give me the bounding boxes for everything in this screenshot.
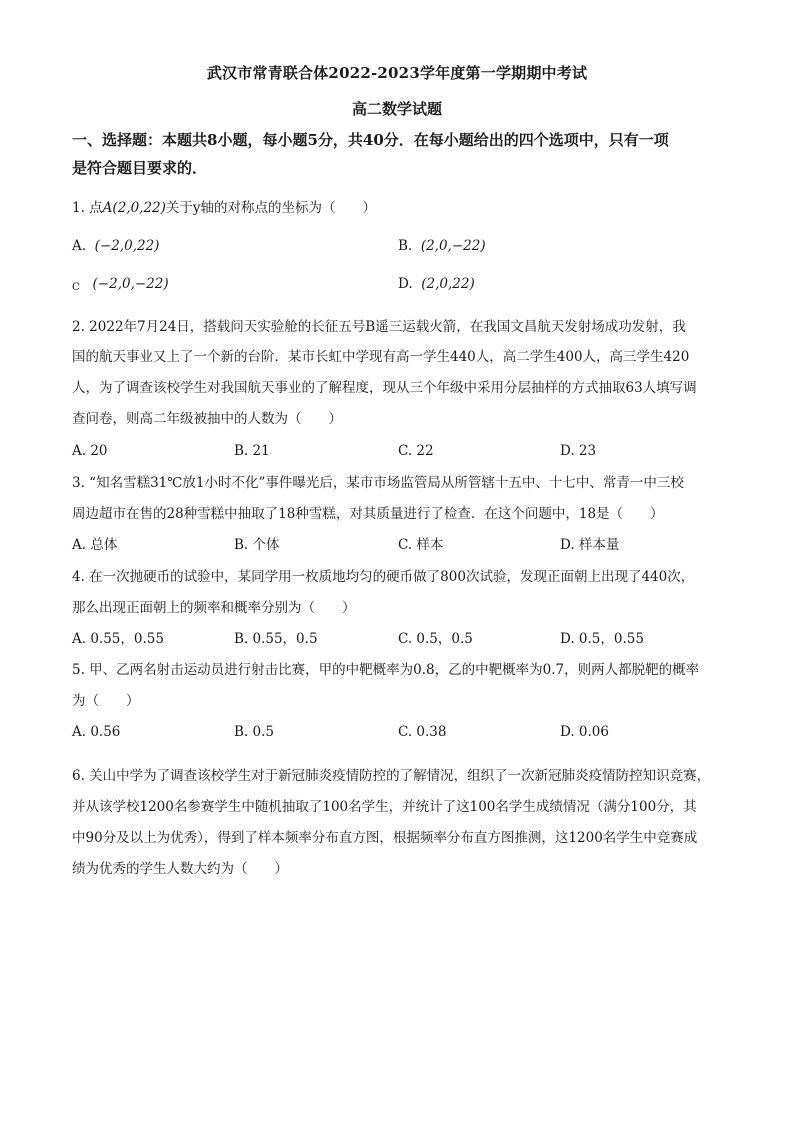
exam-subtitle: 高二数学试题 bbox=[351, 100, 442, 118]
question-2-line1: 2. 2022年7月24日，搭载问天实验舱的长征五号B遥三运载火箭，在我国文昌航天发射场成功发射，我 bbox=[72, 319, 686, 335]
question-5-line1: 5. 甲、乙两名射击运动员进行射击比赛，甲的中靶概率为0.8，乙的中靶概率为0.7，则两人都脱靶的概率 bbox=[72, 662, 700, 678]
question-4-option-c: C. 0.5，0.5 bbox=[398, 631, 473, 647]
question-3-line1: 3. “知名雪糕31℃放1小时不化”事件曝光后，某市市场监管局从所管辖十五中、十七中、常青一中三校 bbox=[72, 475, 684, 491]
question-5-option-d: D. 0.06 bbox=[560, 724, 609, 740]
question-1-option-c bbox=[72, 274, 169, 298]
question-2-option-c: C. 22 bbox=[398, 443, 434, 459]
question-2-option-a: A. 20 bbox=[72, 443, 108, 459]
option-value: (−2,0,22) bbox=[94, 238, 160, 254]
option-label: D. bbox=[398, 276, 413, 292]
question-5-option-a: A. 0.56 bbox=[72, 724, 121, 740]
question-2-line2: 国的航天事业又上了一个新的台阶．某市长虹中学现有高一学生440人，高二学生400人，高三学生420 bbox=[72, 349, 690, 365]
question-3-option-c: C. 样本 bbox=[398, 537, 444, 553]
option-value: (2,0,22) bbox=[421, 276, 475, 292]
question-1 bbox=[72, 198, 732, 218]
question-1-suffix: 关于y轴的对称点的坐标为（ ） bbox=[165, 200, 377, 216]
question-1-option-d bbox=[398, 274, 475, 294]
exam-title: 武汉市常青联合体2022-2023学年度第一学期期中考试 bbox=[206, 64, 588, 82]
question-5-line2: 为（ ） bbox=[72, 693, 140, 709]
question-4-line2: 那么出现正面朝上的频率和概率分别为（ ） bbox=[72, 600, 356, 616]
question-1-point: A(2,0,22) bbox=[102, 200, 166, 216]
section-heading-line2: 是符合题目要求的． bbox=[72, 159, 208, 177]
option-value: (2,0,−22) bbox=[420, 238, 486, 254]
question-1-option-a bbox=[72, 236, 159, 256]
question-4-line1: 4. 在一次抛硬币的试验中，某同学用一枚质地均匀的硬币做了800次试验，发现正面朝上出现了440次， bbox=[72, 569, 695, 585]
option-label: A. bbox=[72, 238, 87, 254]
option-label: B. bbox=[398, 238, 413, 254]
question-4-option-b: B. 0.55，0.5 bbox=[234, 631, 318, 647]
question-4-option-d: D. 0.5，0.55 bbox=[560, 631, 644, 647]
section-heading-line1: 一、选择题：本题共8小题，每小题5分，共40分．在每小题给出的四个选项中，只有一项 bbox=[72, 131, 669, 149]
question-2-option-b: B. 21 bbox=[234, 443, 270, 459]
question-2-line3: 人，为了调查该校学生对我国航天事业的了解程度，现从三个年级中采用分层抽样的方式抽取63人填写调 bbox=[72, 380, 697, 396]
question-3-line2: 周边超市在售的28种雪糕中抽取了18种雪糕，对其质量进行了检查．在这个问题中，18是（ ） bbox=[72, 506, 664, 522]
option-label: C bbox=[72, 282, 80, 293]
question-3-option-d: D. 样本量 bbox=[560, 537, 620, 553]
question-1-prefix: 1. 点 bbox=[72, 200, 103, 216]
question-4-option-a: A. 0.55，0.55 bbox=[72, 631, 164, 647]
question-1-option-b bbox=[398, 236, 486, 256]
question-3-option-a: A. 总体 bbox=[72, 537, 118, 553]
question-5-option-c: C. 0.38 bbox=[398, 724, 447, 740]
question-6-line1: 6. 关山中学为了调查该校学生对于新冠肺炎疫情防控的了解情况，组织了一次新冠肺炎疫情防控知识竞赛， bbox=[72, 768, 711, 784]
question-2-line4: 查问卷，则高二年级被抽中的人数为（ ） bbox=[72, 411, 342, 427]
option-value: (−2,0,−22) bbox=[92, 276, 169, 292]
question-6-line3: 中90分及以上为优秀），得到了样本频率分布直方图，根据频率分布直方图推测，这1200名学生中竞赛成 bbox=[72, 830, 698, 846]
question-6-line2: 并从该学校1200名参赛学生中随机抽取了100名学生，并统计了这100名学生成绩情况（满分100分，其 bbox=[72, 799, 697, 815]
question-6-line4: 绩为优秀的学生人数大约为（ ） bbox=[72, 861, 288, 877]
question-5-option-b: B. 0.5 bbox=[234, 724, 274, 740]
question-3-option-b: B. 个体 bbox=[234, 537, 280, 553]
question-2-option-d: D. 23 bbox=[560, 443, 597, 459]
